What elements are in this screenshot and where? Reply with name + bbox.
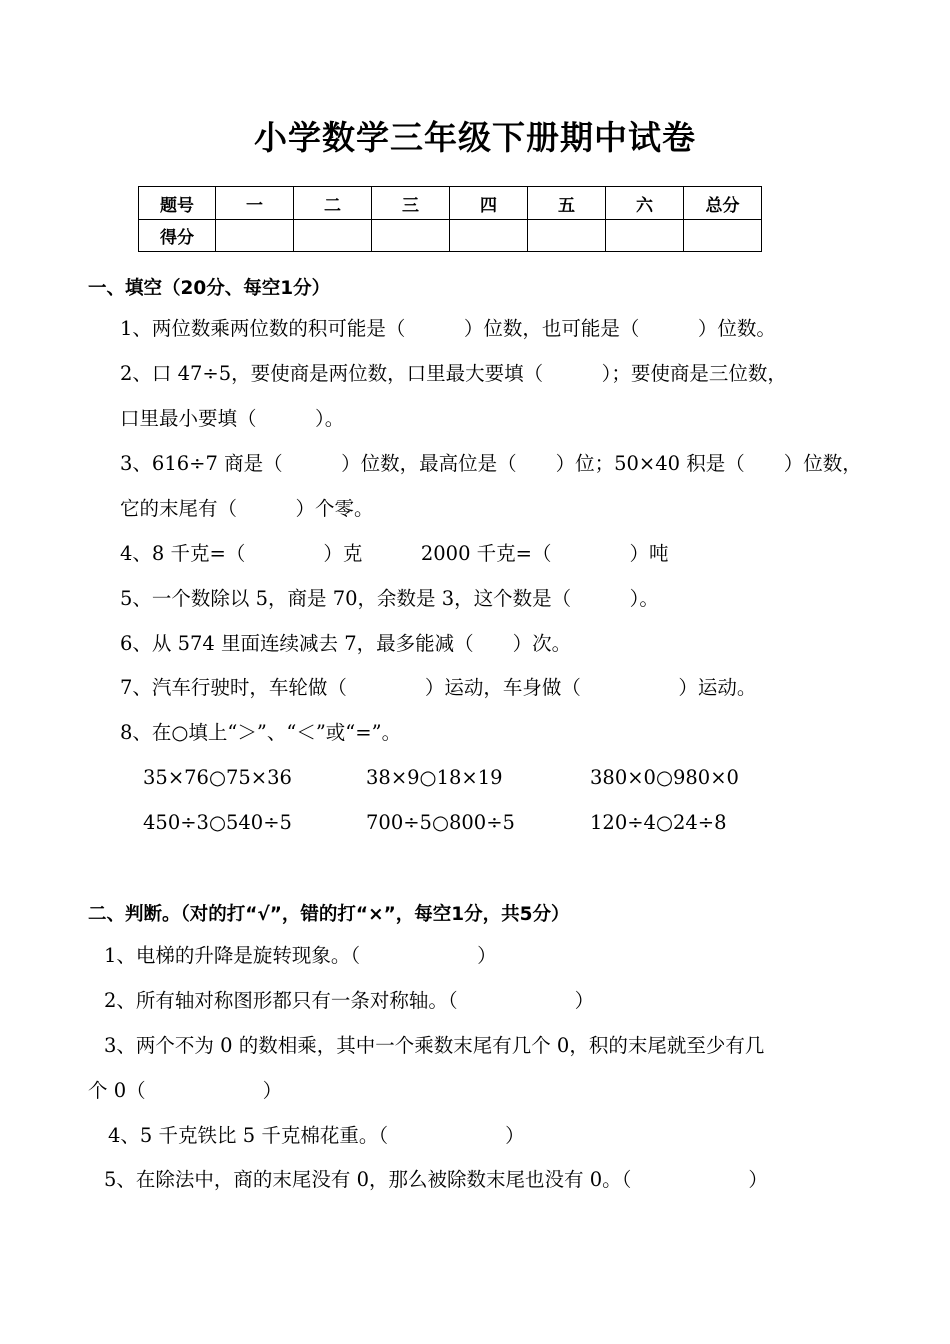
score-row-label: 得分 [139,220,216,252]
page-title: 小学数学三年级下册期中试卷 [254,118,696,157]
score-cell[interactable] [606,220,684,252]
fill-question-3-cont: 它的末尾有（ ）个零。 [120,497,374,520]
score-header-cell: 四 [450,187,528,220]
fill-question-7: 7、汽车行驶时，车轮做（ ）运动，车身做（ ）运动。 [120,676,757,699]
score-header-cell: 总分 [684,187,762,220]
section2-heading: 二、判断。（对的打“√”，错的打“×”，每空1分，共5分） [88,904,570,925]
section1-heading: 一、填空（20分、每空1分） [88,278,331,299]
score-table [138,186,762,252]
fill-question-8: 8、在○填上“＞”、“＜”或“=”。 [120,721,402,744]
fill-question-4: 4、8 千克=（ ）克 2000 千克=（ ）吨 [120,542,669,565]
fill-question-6: 6、从 574 里面连续减去 7，最多能减（ ）次。 [120,632,572,655]
fill-question-5: 5、一个数除以 5，商是 70，余数是 3，这个数是（ ）。 [120,587,659,610]
compare-item: 450÷3○540÷5 [143,811,292,834]
score-header-cell: 题号 [139,187,216,220]
judge-question-4: 4、5 千克铁比 5 千克棉花重。（ ） [108,1124,525,1147]
judge-question-2: 2、所有轴对称图形都只有一条对称轴。（ ） [104,989,595,1012]
score-cell[interactable] [450,220,528,252]
judge-question-1: 1、电梯的升降是旋转现象。（ ） [104,944,497,967]
judge-question-3-cont: 个 0（ ） [88,1079,283,1102]
fill-question-2-cont: 口里最小要填（ ）。 [120,407,345,430]
compare-item: 380×0○980×0 [590,766,739,789]
fill-question-1: 1、两位数乘两位数的积可能是（ ）位数，也可能是（ ）位数。 [120,317,776,340]
score-cell[interactable] [294,220,372,252]
compare-item: 700÷5○800÷5 [366,811,515,834]
score-cell[interactable] [372,220,450,252]
score-cell[interactable] [684,220,762,252]
judge-question-3: 3、两个不为 0 的数相乘，其中一个乘数末尾有几个 0，积的末尾就至少有几 [104,1034,765,1057]
score-header-cell: 五 [528,187,606,220]
compare-item: 120÷4○24÷8 [590,811,727,834]
score-cell[interactable] [216,220,294,252]
compare-item: 38×9○18×19 [366,766,503,789]
score-header-cell: 六 [606,187,684,220]
compare-item: 35×76○75×36 [143,766,292,789]
judge-question-5: 5、在除法中，商的末尾没有 0，那么被除数末尾也没有 0。（ ） [104,1168,768,1191]
fill-question-2: 2、口 47÷5，要使商是两位数，口里最大要填（ ）；要使商是三位数， [120,362,787,385]
score-table-header-row [139,187,762,220]
fill-question-3: 3、616÷7 商是（ ）位数，最高位是（ ）位；50×40 积是（ ）位数， [120,452,862,475]
score-table-score-row [139,220,762,252]
score-header-cell: 一 [216,187,294,220]
score-cell[interactable] [528,220,606,252]
score-header-cell: 二 [294,187,372,220]
score-header-cell: 三 [372,187,450,220]
